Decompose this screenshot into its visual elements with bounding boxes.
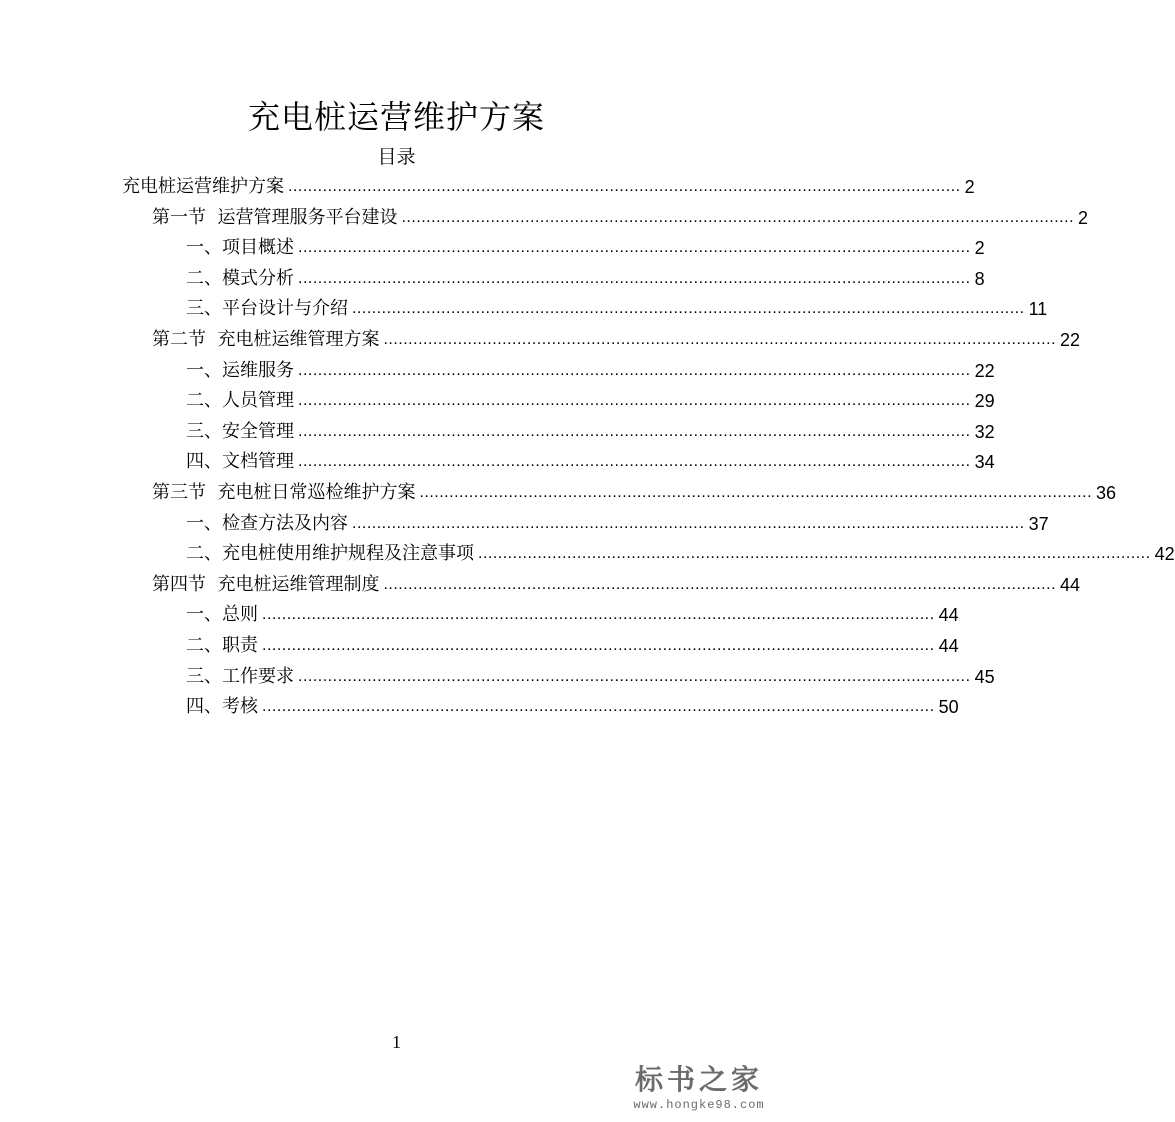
toc-entry-page: 32 <box>974 421 995 442</box>
toc-leader-dots: ........................................................................................................................................ <box>401 208 1075 226</box>
toc-entry[interactable] <box>186 260 985 290</box>
toc-entry-page: 2 <box>974 238 985 259</box>
toc-entry-label: 三、平台设计与介绍 <box>186 298 348 320</box>
toc-entry-page: 2 <box>964 177 975 197</box>
toc-heading: 目录 <box>377 146 416 168</box>
watermark-title: 标书之家 <box>634 1063 763 1096</box>
toc-leader-dots: ........................................................................................................................................ <box>298 422 971 440</box>
toc-entry-label: 四、文档管理 <box>186 451 294 473</box>
toc-entry-page: 11 <box>1028 299 1048 320</box>
toc-leader-dots: ........................................................................................................................................ <box>298 453 971 471</box>
toc-entry[interactable] <box>186 413 995 443</box>
toc-entry-label: 一、检查方法及内容 <box>186 512 348 534</box>
toc-entry-page: 2 <box>1078 207 1089 228</box>
toc-leader-dots: ........................................................................................................................................ <box>298 667 971 685</box>
toc-leader-dots: ........................................................................................................................................ <box>478 545 1151 563</box>
toc-entry[interactable] <box>186 505 1049 535</box>
toc-entry-page: 42 <box>1154 544 1175 565</box>
toc-entry[interactable] <box>122 168 975 198</box>
page-number: 1 <box>392 1032 401 1052</box>
toc-entry[interactable] <box>186 443 995 473</box>
toc-entry-page: 36 <box>1096 483 1117 503</box>
toc-entry[interactable] <box>152 474 1117 504</box>
toc-entry-label: 二、模式分析 <box>186 267 294 289</box>
toc-entry-label: 一、总则 <box>186 604 258 626</box>
toc-entry-label: 四、考核 <box>186 696 258 718</box>
toc-entry-label: 二、人员管理 <box>186 390 294 412</box>
toc-entry-label: 第四节 充电桩运维管理制度 <box>152 573 380 595</box>
toc-entry-label: 充电桩运营维护方案 <box>122 176 284 197</box>
toc-entry-label: 一、运维服务 <box>186 359 294 381</box>
toc-leader-dots: ........................................................................................................................................ <box>298 269 971 287</box>
watermark-logo <box>619 1058 779 1112</box>
toc-entry-page: 44 <box>938 605 959 626</box>
toc-entry[interactable] <box>152 566 1081 596</box>
toc-entry-page: 37 <box>1028 513 1049 534</box>
toc-leader-dots: ........................................................................................................................................ <box>262 606 935 624</box>
toc-entry-page: 22 <box>1060 330 1081 350</box>
toc-entry-page: 8 <box>974 268 985 289</box>
toc-entry[interactable] <box>152 321 1081 351</box>
watermark-url: www.hongke98.com <box>633 1098 765 1112</box>
toc-entry-label: 第一节 运营管理服务平台建设 <box>152 206 398 228</box>
toc-entry[interactable] <box>186 535 1175 565</box>
toc-entry-page: 44 <box>1060 574 1081 595</box>
toc-leader-dots: ........................................................................................................................................ <box>419 484 1093 501</box>
document-title: 充电桩运营维护方案 <box>247 98 545 136</box>
toc-entry[interactable] <box>186 658 995 688</box>
toc-leader-dots: ........................................................................................................................................ <box>298 361 971 379</box>
toc-leader-dots: ........................................................................................................................................ <box>262 637 935 654</box>
toc-entry-label: 一、项目概述 <box>186 237 294 259</box>
toc-entry-label: 三、工作要求 <box>186 665 294 687</box>
toc-leader-dots: ........................................................................................................................................ <box>352 300 1025 318</box>
toc-entry-label: 第三节 充电桩日常巡检维护方案 <box>152 482 416 503</box>
toc-leader-dots: ........................................................................................................................................ <box>383 575 1057 593</box>
toc-leader-dots: ........................................................................................................................................ <box>288 178 961 195</box>
toc-entry[interactable] <box>186 290 1048 320</box>
toc-entry-page: 50 <box>938 697 959 718</box>
toc-entry[interactable] <box>152 199 1089 229</box>
toc-entry-label: 第二节 充电桩运维管理方案 <box>152 329 380 350</box>
toc-leader-dots: ........................................................................................................................................ <box>298 239 971 257</box>
toc-entry-page: 45 <box>974 666 995 687</box>
toc-leader-dots: ........................................................................................................................................ <box>262 698 935 716</box>
toc-entry-label: 二、充电桩使用维护规程及注意事项 <box>186 543 474 565</box>
toc-entry[interactable] <box>186 596 959 626</box>
toc-entry-page: 34 <box>974 452 995 473</box>
toc-leader-dots: ........................................................................................................................................ <box>352 514 1025 532</box>
toc-entry-page: 22 <box>974 360 995 381</box>
toc-entry[interactable] <box>186 688 959 718</box>
toc-entry-label: 二、职责 <box>186 635 258 656</box>
toc-entry-page: 44 <box>938 636 959 656</box>
toc-leader-dots: ........................................................................................................................................ <box>298 392 971 410</box>
toc-leader-dots: ........................................................................................................................................ <box>383 331 1057 348</box>
toc-entry[interactable] <box>186 352 995 382</box>
toc-entry[interactable] <box>186 382 995 412</box>
toc-entry-page: 29 <box>974 391 995 412</box>
toc-entry[interactable] <box>186 229 985 259</box>
toc-entry-label: 三、安全管理 <box>186 420 294 442</box>
toc-entry[interactable] <box>186 627 959 657</box>
